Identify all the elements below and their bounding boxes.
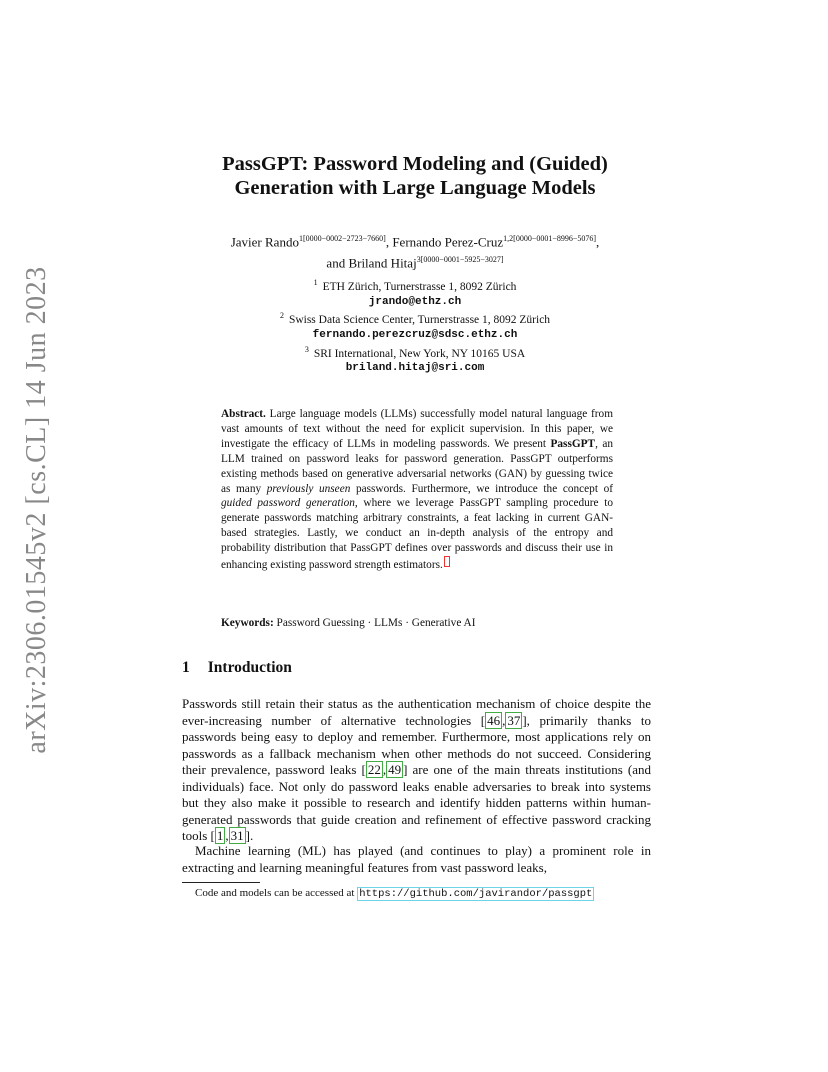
citation-link[interactable]: 31 — [230, 828, 244, 843]
affiliation-2-num: 2 — [279, 311, 284, 321]
keywords-text: Password Guessing · LLMs · Generative AI — [273, 617, 476, 629]
section-title: Introduction — [207, 659, 292, 676]
citation-link[interactable]: 1 — [216, 828, 224, 843]
abstract-text-4: , where we leverage PassGPT sampling procedure to generate passwords matching arbitrary constraints, a feat lacking in current GAN-based strategies. Lastly, we conduct an in-depth analysis of the entropy and probability distribution that PassGPT defines over passwords and discuss their use in enhancing existing password strength estimators. — [221, 497, 613, 572]
arxiv-sidebar-stamp — [21, 266, 52, 754]
affiliations — [182, 276, 648, 376]
para1-text-1: Passwords still retain their status as the authentication mechanism of choice despite the ever-increasing number of alternative technologies [ — [182, 696, 651, 728]
email-2: fernando.perezcruz@sdsc.ethz.ch — [312, 329, 518, 342]
para1-text-4: ]. — [245, 828, 254, 843]
footnote-text: Code and models can be accessed at — [195, 887, 358, 899]
author-3-orcid: 3[0000−0001−5925−3027] — [416, 255, 504, 265]
para1-text-2: ], primarily thanks to passwords being easy to deploy and remember. Furthermore, most applications rely on passwords as a fallback mechanism when other methods do not succeed. Considering their prevalence, password leaks [ — [182, 712, 651, 777]
footnote-divider — [182, 882, 260, 883]
title-line-1: PassGPT: Password Modeling and (Guided) — [222, 153, 608, 175]
citation-link[interactable]: 37 — [507, 712, 521, 728]
author-1-orcid: 1[0000−0002−2723−7660] — [298, 234, 386, 243]
paragraph-1: Passwords still retain their status as the authentication mechanism of choice despite the ever-increasing number of alternative technologies [ 46 , 37 ], primarily thanks to passwords being easy to deploy and remember. Furthermore, most applications rely on passwords as a fallback mechanism when other methods do not succeed. Considering their prevalence, password leaks [ 22 , 49 ] are one of the main threats institutions (and individuals) face. Not only do password leaks enable adversaries to break into systems but they also make it possible to research and identify hidden patterns within human-generated passwords that guide creation and refinement of effective password cracking tools [ 1 , 31 ]. — [182, 696, 651, 843]
abstract — [221, 407, 613, 573]
citation-link[interactable]: 46 — [487, 712, 501, 728]
footnote — [195, 886, 594, 901]
para1-text-3: ] are one of the main threats institutions (and individuals) face. Not only do password leaks enable adversaries to break into systems but they also make it possible to research and identify hidden patterns within human-generated passwords that guide creation and refinement of effective password cracking tools [ — [182, 762, 651, 843]
affiliation-3-name: SRI International, New York, NY 10165 USA — [313, 347, 526, 360]
keywords-label: Keywords: — [221, 617, 274, 629]
paragraph-2: Machine learning (ML) has played (and continues to play) a prominent role in extracting and learning meaningful features from vast password leaks, — [182, 843, 651, 875]
title-line-2: Generation with Large Language Models — [234, 177, 596, 199]
affiliation-1-num: 1 — [313, 278, 318, 287]
abstract-text-1: Large language models (LLMs) successfully model natural language from vast amounts of text without the need for explicit supervision. In this paper, we investigate the efficacy of LLMs in modeling passwords. We present — [221, 408, 613, 450]
footnote-link-mark[interactable] — [444, 556, 450, 567]
abstract-text-2: , an LLM trained on password leaks for password generation. PassGPT outperforms existing methods based on generative adversarial networks (GAN) by guessing twice as many — [221, 437, 614, 495]
affiliation-3 — [182, 343, 648, 362]
abstract-text-3: passwords. Furthermore, we introduce the concept of — [350, 482, 613, 495]
affiliation-2 — [182, 309, 648, 328]
author-3-name: and Briland Hitaj — [326, 255, 417, 271]
affiliation-3-num: 3 — [304, 344, 309, 354]
section-number: 1 — [182, 659, 190, 676]
affiliation-2-name: Swiss Data Science Center, Turnerstrasse 1, 8092 Zürich — [288, 314, 551, 327]
author-2-name: Fernando Perez-Cruz — [392, 234, 504, 250]
abstract-emphasis-1: previously unseen — [266, 482, 351, 495]
email-1: jrando@ethz.ch — [368, 295, 462, 308]
abstract-label: Abstract. — [221, 408, 266, 420]
paper-title — [182, 152, 648, 200]
abstract-passgpt: PassGPT — [550, 437, 596, 450]
author-1-name: Javier Rando — [230, 234, 299, 250]
email-3: briland.hitaj@sri.com — [345, 362, 485, 375]
author-list: Javier Rando$^{1[0000-0002-2723-7660]}$, Fernando Perez-Cruz$^{1,2[0000-0001-8996-5076]}$, and Briland Hitaj$^{3[0000-0001-5925-3027]}$ — [230, 234, 600, 271]
citation-link[interactable]: 22 — [367, 762, 381, 777]
section-heading — [182, 659, 292, 677]
arxiv-id: arXiv:2306.01545v2 [cs.CL] 14 Jun 2023 — [21, 266, 52, 754]
author-2-orcid: 1,2[0000−0001−8996−5076] — [503, 234, 597, 243]
footnote-url-link[interactable]: https://github.com/javirandor/passgpt — [359, 888, 593, 900]
affiliation-1-name: ETH Zürich, Turnerstrasse 1, 8092 Zürich — [322, 280, 517, 293]
keywords — [221, 616, 613, 631]
abstract-emphasis-2: guided password generation — [221, 497, 355, 510]
citation-link[interactable]: 49 — [388, 762, 402, 777]
affiliation-1 — [182, 276, 648, 295]
